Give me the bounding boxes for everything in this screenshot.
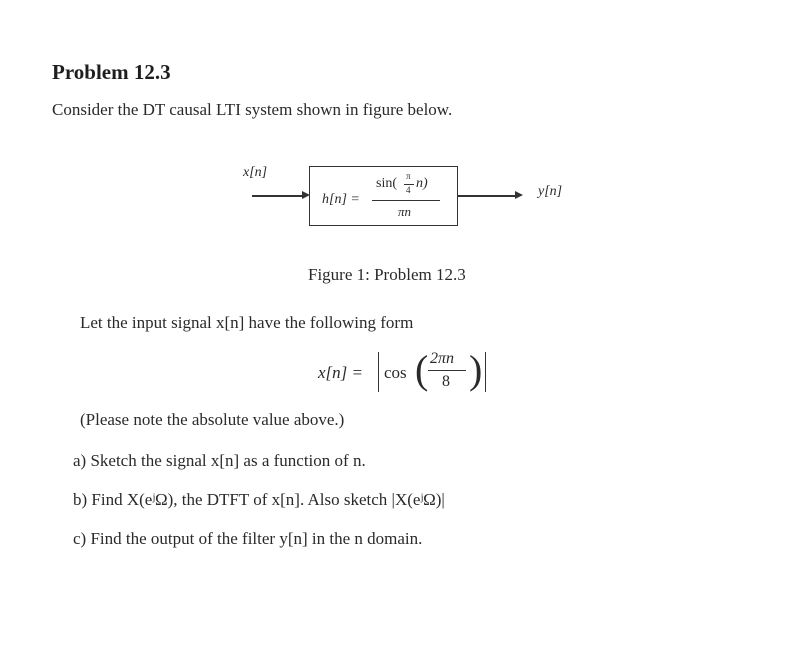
- abs-bar-left: [378, 352, 379, 392]
- absolute-value-note: (Please note the absolute value above.): [80, 410, 345, 429]
- denominator: πn: [398, 204, 412, 219]
- impulse-response-label: h[n] =: [322, 192, 360, 207]
- numerator-sin: sin(: [376, 176, 397, 191]
- fraction-bar: [428, 370, 466, 371]
- problem-intro: Consider the DT causal LTI system shown in figure below.: [52, 100, 453, 119]
- output-arrow-head: [515, 191, 523, 199]
- figure-caption: Figure 1: Problem 12.3: [308, 265, 466, 284]
- numerator-pi: π: [406, 171, 411, 181]
- right-paren: ): [469, 347, 483, 392]
- system-block-diagram: [240, 165, 590, 235]
- abs-bar-right: [485, 352, 486, 392]
- problem-title: Problem 12.3: [52, 60, 171, 84]
- numerator-four: 4: [406, 185, 411, 195]
- output-signal-label: y[n]: [538, 184, 563, 199]
- question-part-a: a) Sketch the signal x[n] as a function of n.: [73, 451, 366, 470]
- numerator-argument: n): [416, 176, 428, 191]
- input-signal-label: x[n]: [243, 165, 268, 180]
- main-fraction-bar: [372, 200, 440, 201]
- fraction-numerator: 2πn: [430, 350, 455, 367]
- question-part-b: b) Find X(eʲΩ), the DTFT of x[n]. Also sketch |X(eʲΩ)|: [73, 490, 445, 509]
- fraction-denominator: 8: [442, 373, 450, 390]
- question-part-c: c) Find the output of the filter y[n] in the n domain.: [73, 529, 423, 548]
- left-paren: (: [415, 347, 429, 392]
- input-signal-lead: Let the input signal x[n] have the following form: [80, 313, 414, 332]
- lti-system-box: [309, 166, 458, 226]
- input-arrow-line: [252, 195, 302, 197]
- equation-lhs: x[n] =: [318, 363, 363, 382]
- equation-cos: cos: [384, 363, 407, 382]
- output-arrow-line: [457, 195, 515, 197]
